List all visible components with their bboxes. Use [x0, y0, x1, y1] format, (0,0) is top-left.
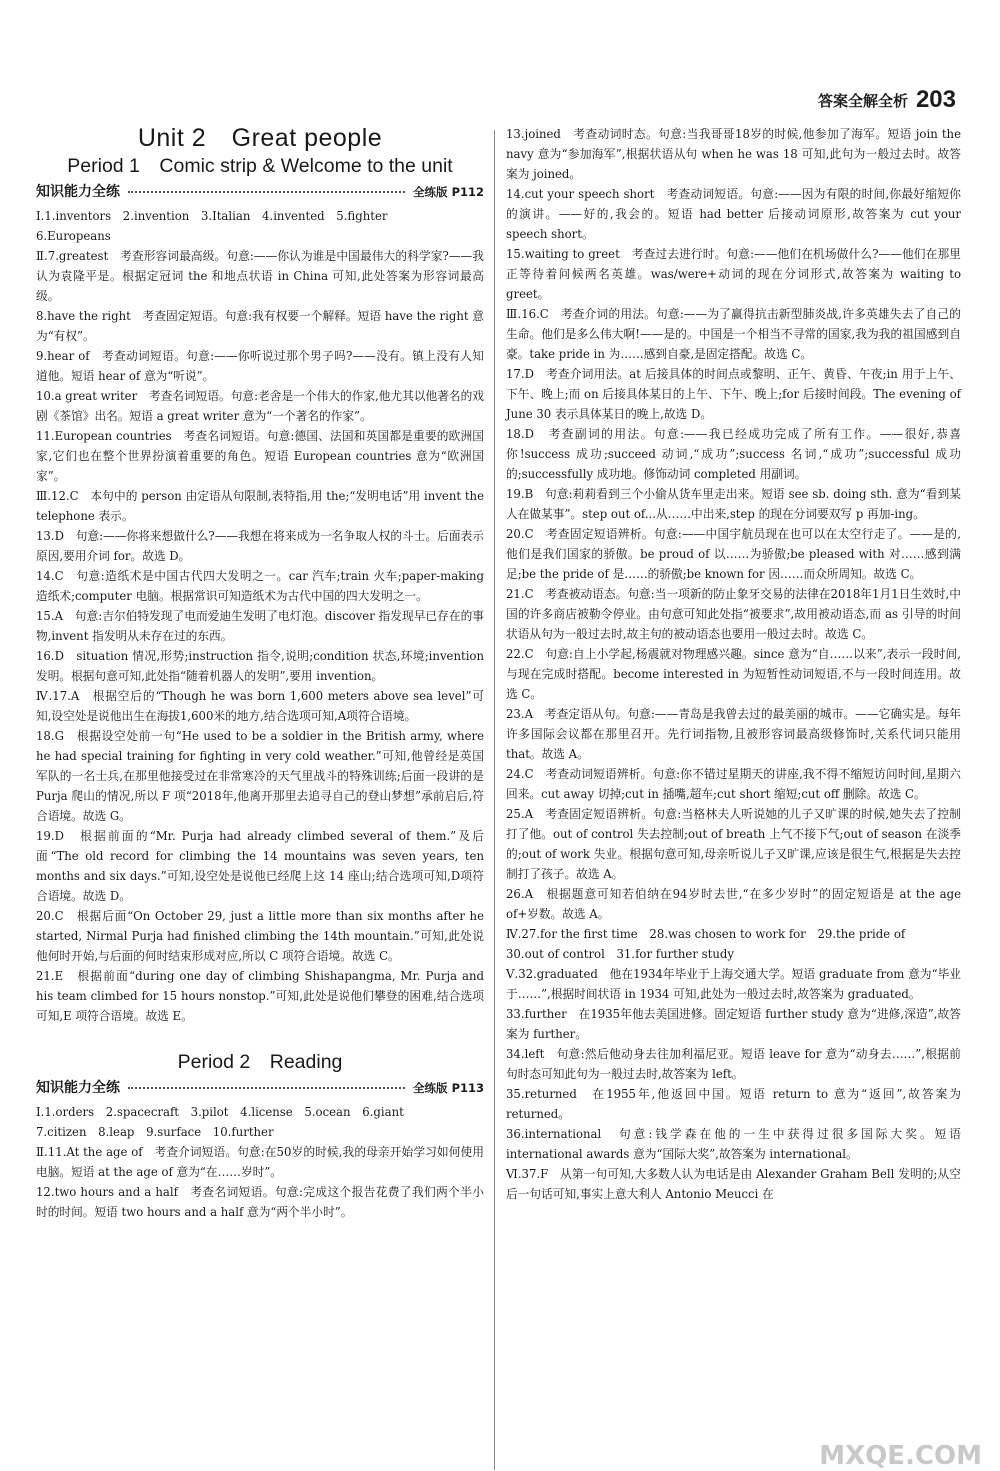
column-divider [494, 130, 495, 1470]
answer-item: Ⅰ.1.orders 2.spacecraft 3.pilot 4.license 5.ocean 6.giant [36, 1105, 404, 1119]
answer-item: 18.G 根据设空处前一句“He used to be a soldier in the British army, where he had special training for fighting in very cold weather.”可知,他曾经是英国军队的一名士兵,在那里他接受过在非常寒冷的天气里战斗的特殊训练;后面一段讲的是 Purja 爬山的情况,所以 F 项“2018年,他离开那里去追寻自己的登山梦想”承前启后,符合语境。故选 G。 [36, 729, 484, 823]
answer-item: Ⅱ.7.greatest 考查形容词最高级。句意:——你认为谁是中国最伟大的科学家?——我认为袁隆平是。根据定冠词 the 和地点状语 in China 可知,此处答案为形容词最高级。 [36, 249, 484, 303]
answer-item: 15.A 句意:吉尔伯特发现了电而爱迪生发明了电灯泡。discover 指发现早已存在的事物,invent 指发明从未存在过的东西。 [36, 609, 484, 643]
answer-item: 6.Europeans [36, 229, 111, 243]
section-dotted-line [128, 191, 405, 193]
answer-item: 13.joined 考查动词时态。句意:当我哥哥18岁的时候,他参加了海军。短语 join the navy 意为“参加海军”,根据状语从句 when he was 18 可知,此句为一般过去时。故答案为 joined。 [506, 127, 961, 181]
section-title: 知识能力全练 [36, 1080, 120, 1096]
answer-item: Ⅱ.11.At the age of 考查介词短语。句意:在50岁的时候,我的母亲开始学习如何使用电脑。短语 at the age of 意为“在……岁时”。 [36, 1145, 484, 1179]
answer-item: 30.out of control 31.for further study [506, 947, 734, 961]
answer-list-period-2 [36, 1102, 484, 1222]
answer-item: 34.left 句意:然后他动身去往加利福尼亚。短语 leave for 意为“动身去……”,根据前句时态可知此句为一般过去时,故答案为 left。 [506, 1047, 961, 1081]
answer-item: 23.A 考查定语从句。句意:——青岛是我曾去过的最美丽的城市。——它确实是。每年许多国际会议都在那里召开。先行词指物,且被形容词最高级修饰时,关系代词只能用 that。故选 A。 [506, 707, 961, 761]
section-ref: 全练版 P112 [413, 185, 484, 199]
answer-item: 36.international 句意:钱学森在他的一生中获得过很多国际大奖。短语 international awards 意为“国际大奖”,故答案为 international。 [506, 1127, 961, 1161]
unit-title: Unit 2 Great people [137, 124, 383, 152]
answer-item: 10.a great writer 考查名词短语。句意:老舍是一个伟大的作家,他尤其以他著名的戏剧《茶馆》出名。短语 a great writer 意为“一个著名的作家”。 [36, 389, 484, 423]
answer-item: 21.C 考查被动语态。句意:当一项新的防止象牙交易的法律在2018年1月1日生效时,中国的许多商店被勒令停业。由句意可知此处指“被要求”,故用被动语态,而 as 引导的时间状语从句为一般过去时,故主句的被动语态也要用一般过去时。故选 C。 [506, 587, 961, 641]
answer-item: 20.C 根据后面“On October 29, just a little more than six months after he started, Nirmal Purja had finished climbing the 14th mountain.”可知,此处说他何时开始,与后面的何时结束形成对应,所以 C 项符合语境。故选 C。 [36, 909, 484, 963]
answer-item: 7.citizen 8.leap 9.surface 10.further [36, 1125, 274, 1139]
answer-item: 16.D situation 情况,形势;instruction 指令,说明;condition 状态,环境;invention 发明。根据句意可知,此处指“随着机器人的发明”,要用 invention。 [36, 649, 484, 683]
answer-item: 13.D 句意:——你将来想做什么?——我想在将来成为一名争取人权的斗士。后面表示原因,要用介词 for。故选 D。 [36, 529, 484, 563]
page-number: 203 [915, 86, 956, 113]
answer-list-period-1 [36, 206, 484, 1026]
answer-item: Ⅲ.12.C 本句中的 person 由定语从句限制,表特指,用 the;“发明电话”用 invent the telephone 表示。 [36, 489, 484, 523]
answer-item: Ⅴ.32.graduated 他在1934年毕业于上海交通大学。短语 graduate from 意为“毕业于……”,根据时间状语 in 1934 可知,此处为一般过去时,故答案为 graduated。 [506, 967, 961, 1001]
answer-item: 17.D 考查介词用法。at 后接具体的时间点或黎明、正午、黄昏、午夜;in 用于上午、下午、晚上;而 on 后接具体某日的上午、下午、晚上;for 后接时间段。The evening of June 30 表示具体某日的晚上,故选 D。 [506, 367, 961, 421]
answer-item: Ⅳ.17.A 根据空后的“Though he was born 1,600 meters above sea level”可知,设空处是说他出生在海拔1,600米的地方,结合选项可知,A项符合语境。 [36, 689, 484, 723]
answer-item: 25.A 考查固定短语辨析。句意:当格林夫人听说她的儿子又旷课的时候,她失去了控制打了他。out of control 失去控制;out of breath 上气不接下气;out of season 在淡季的;out of work 失业。根据句意可知,母亲听说儿子又旷课,应该是很生气,根据是失去控制打了孩子。故选 A。 [506, 807, 961, 881]
right-column [506, 124, 961, 1204]
answer-item: 19.B 句意:莉莉看到三个小偷从货车里走出来。短语 see sb. doing sth. 意为“看到某人在做某事”。step out of...从……中出来,step 的现在分词要双写 p 再加-ing。 [506, 487, 961, 521]
answer-item: Ⅳ.27.for the first time 28.was chosen to work for 29.the pride of [506, 927, 906, 941]
page-header [818, 86, 956, 114]
answer-item: Ⅵ.37.F 从第一句可知,大多数人认为电话是由 Alexander Graham Bell 发明的;从空后一句话可知,事实上意大利人 Antonio Meucci 在 [506, 1167, 961, 1201]
answer-item: 33.further 在1935年他去美国进修。固定短语 further study 意为“进修,深造”,故答案为 further。 [506, 1007, 961, 1041]
answer-item: 19.D 根据前面的“Mr. Purja had already climbed several of them.”及后面“The old record for climbing the 14 mountains was seven years, ten months and six days.”可知,设空处是说他已经爬上这 14 座山;结合选项可知,D项符合语境。故选 D。 [36, 829, 484, 903]
left-column [36, 124, 484, 1222]
period-1-title: Period 1 Comic strip & Welcome to the unit [67, 155, 453, 177]
section-title: 知识能力全练 [36, 184, 120, 200]
answer-item: 8.have the right 考查固定短语。句意:我有权要一个解释。短语 have the right 意为“有权”。 [36, 309, 484, 343]
answer-list-continued [506, 124, 961, 1204]
answer-item: 14.cut your speech short 考查动词短语。句意:——因为有限的时间,你最好缩短你的演讲。——好的,我会的。短语 had better 后接动词原形,故答案为 cut your speech short。 [506, 187, 961, 241]
answer-item: 11.European countries 考查名词短语。句意:德国、法国和英国都是重要的欧洲国家,它们也在整个世界扮演着重要的角色。短语 European countries 意为“欧洲国家”。 [36, 429, 484, 483]
answer-item: 9.hear of 考查动词短语。句意:——你听说过那个男子吗?——没有。镇上没有人知道他。短语 hear of 意为“听说”。 [36, 349, 484, 383]
answer-item: 15.waiting to greet 考查过去进行时。句意:——他们在机场做什么?——他们在那里正等待着问候两名英雄。was/were+动词的现在分词形式,故答案为 waiting to greet。 [506, 247, 961, 301]
answer-item: 22.C 句意:自上小学起,杨震就对物理感兴趣。since 意为“自……以来”,表示一段时间,与现在完成时搭配。become interested in 为短暂性动词短语,不与一段时间连用。故选 C。 [506, 647, 961, 701]
answer-item: 14.C 句意:造纸术是中国古代四大发明之一。car 汽车;train 火车;paper-making 造纸术;computer 电脑。根据常识可知造纸术为古代中国的四大发明之一。 [36, 569, 484, 603]
period-2-title: Period 2 Reading [177, 1051, 343, 1073]
header-label: 答案全解全析 [817, 91, 908, 110]
answer-item: 24.C 考查动词短语辨析。句意:你不错过星期天的讲座,我不得不缩短访问时间,星期六回来。cut away 切掉;cut in 插嘴,超车;cut short 缩短;cut off 删除。故选 C。 [506, 767, 961, 801]
answer-item: 20.C 考查固定短语辨析。句意:——中国宇航员现在也可以在太空行走了。——是的,他们是我们国家的骄傲。be proud of 以……为骄傲;be pleased with 对……感到满足;be the pride of 是……的骄傲;be known for 因……而众所周知。故选 C。 [506, 527, 961, 581]
watermark: MXQE.COM [819, 1441, 982, 1471]
answer-item: 26.A 根据题意可知若伯纳在94岁时去世,“在多少岁时”的固定短语是 at the age of+岁数。故选 A。 [506, 887, 961, 921]
answer-item: 35.returned 在1955年,他返回中国。短语 return to 意为“返回”,故答案为 returned。 [506, 1087, 961, 1121]
answer-item: 21.E 根据前面“during one day of climbing Shishapangma, Mr. Purja and his team climbed for 15 hours nonstop.”可知,此处是说他们攀登的困难,结合选项可知,E 项符合语境。故选 E。 [36, 969, 484, 1023]
answer-item: 18.D 考查副词的用法。句意:——我已经成功完成了所有工作。——很好,恭喜你!success 成功;succeed 动词,“成功”;success 名词,“成功”;successful 成功的;successfully 成功地。修饰动词 completed 用副词。 [506, 427, 961, 481]
section-heading-1 [36, 182, 484, 202]
answer-item: Ⅲ.16.C 考查介词的用法。句意:——为了赢得抗击新型肺炎战,许多英雄失去了自己的生命。他们是多么伟大啊!——是的。中国是一个相当不寻常的国家,我为我的祖国感到自豪。take pride in 为……感到自豪,是固定搭配。故选 C。 [506, 307, 961, 361]
section-heading-2 [36, 1078, 484, 1098]
answer-item: Ⅰ.1.inventors 2.invention 3.Italian 4.invented 5.fighter [36, 209, 388, 223]
section-dotted-line [128, 1087, 405, 1089]
answer-item: 12.two hours and a half 考查名词短语。句意:完成这个报告花费了我们两个半小时的时间。短语 two hours and a half 意为“两个半小时”。 [36, 1185, 484, 1219]
section-ref: 全练版 P113 [413, 1081, 484, 1095]
